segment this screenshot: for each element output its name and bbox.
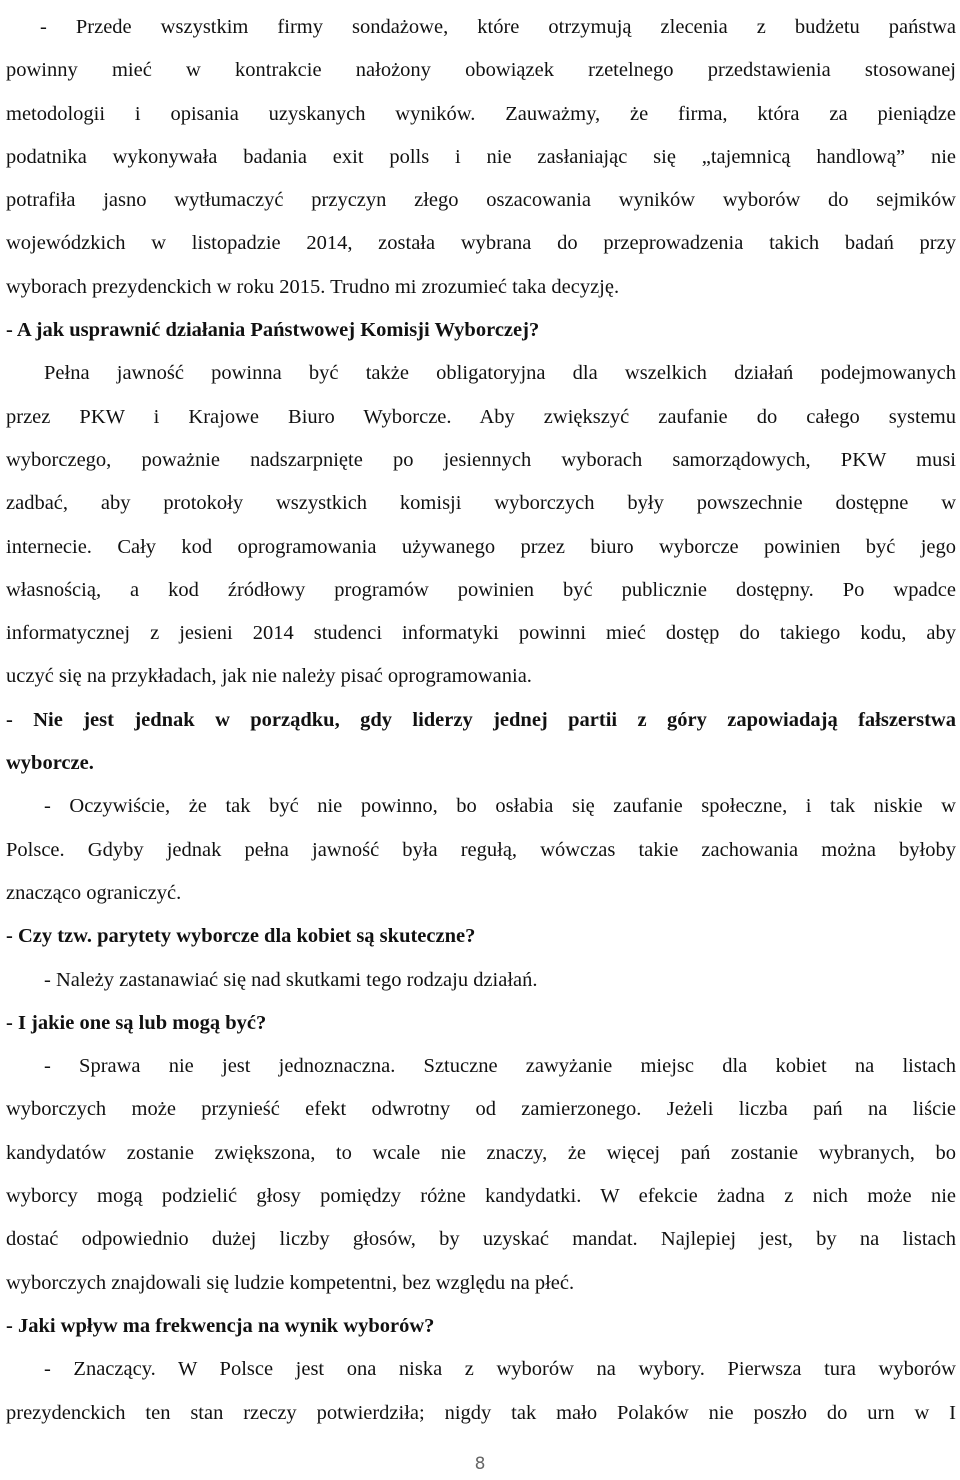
text-line: przez PKW i Krajowe Biuro Wyborcze. Aby zwiększyć zaufanie do całego systemu — [6, 405, 956, 428]
text-line: internecie. Cały kod oprogramowania używanego przez biuro wyborcze powinien być jego — [6, 535, 956, 558]
text-line: prezydenckich ten stan rzeczy potwierdziła; nigdy tak mało Polaków nie poszło do urn w I — [6, 1401, 956, 1424]
text-line: - Należy zastanawiać się nad skutkami tego rodzaju działań. — [44, 968, 538, 991]
text-line: wyborczego, poważnie nadszarpnięte po jesiennych wyborach samorządowych, PKW musi — [6, 448, 956, 471]
text-line: - Znaczący. W Polsce jest ona niska z wyborów na wybory. Pierwsza tura wyborów — [44, 1358, 956, 1381]
text-line: wyborach prezydenckich w roku 2015. Trudno mi zrozumieć taka decyzję. — [6, 275, 620, 298]
text-line: znacząco ograniczyć. — [6, 881, 182, 904]
text-line: Pełna jawność powinna być także obligatoryjna dla wszelkich działań podejmowanych — [44, 362, 956, 385]
text-line: wyborczych może przynieść efekt odwrotny od zamierzonego. Jeżeli liczba pań na liście — [6, 1098, 956, 1121]
text-line: powinny mieć w kontrakcie nałożony obowiązek rzetelnego przedstawienia stosowanej — [6, 59, 956, 82]
text-line: zadbać, aby protokoły wszystkich komisji wyborczych były powszechnie dostępne w — [6, 492, 956, 515]
text-line: - Oczywiście, że tak być nie powinno, bo osłabia się zaufanie społeczne, i tak niskie w — [44, 795, 956, 818]
text-line: własnością, a kod źródłowy programów powinien być publicznie dostępny. Po wpadce — [6, 578, 956, 601]
text-line: wyborcy mogą podzielić głosy pomiędzy różne kandydatki. W efekcie żadna z nich może nie — [6, 1185, 956, 1208]
text-line: informatycznej z jesieni 2014 studenci informatyki powinni mieć dostęp do takiego kodu, aby — [6, 622, 956, 645]
question-heading: - Czy tzw. parytety wyborcze dla kobiet są skuteczne? — [6, 925, 476, 948]
question-heading: - Nie jest jednak w porządku, gdy liderzy jednej partii z góry zapowiadają fałszerstwa — [6, 708, 956, 731]
text-line: - Sprawa nie jest jednoznaczna. Sztuczne zawyżanie miejsc dla kobiet na listach — [44, 1055, 956, 1078]
text-line: dostać odpowiednio dużej liczby głosów, by uzyskać mandat. Najlepiej jest, by na listach — [6, 1228, 956, 1251]
text-line: metodologii i opisania uzyskanych wyników. Zauważmy, że firma, która za pieniądze — [6, 102, 956, 125]
question-heading: - Jaki wpływ ma frekwencja na wynik wyborów? — [6, 1314, 435, 1337]
text-line: wojewódzkich w listopadzie 2014, została wybrana do przeprowadzenia takich badań przy — [6, 232, 956, 255]
text-line: kandydatów zostanie zwiększona, to wcale nie znaczy, że więcej pań zostanie wybranych, bo — [6, 1141, 956, 1164]
text-line: - Przede wszystkim firmy sondażowe, które otrzymują zlecenia z budżetu państwa — [40, 16, 956, 38]
text-line: uczyć się na przykładach, jak nie należy pisać oprogramowania. — [6, 665, 532, 688]
text-line: Polsce. Gdyby jednak pełna jawność była regułą, wówczas takie zachowania można byłoby — [6, 838, 956, 861]
text-line: podatnika wykonywała badania exit polls i nie zasłaniając się „tajemnicą handlową” nie — [6, 145, 956, 168]
text-line: potrafiła jasno wytłumaczyć przyczyn złego oszacowania wyników wyborów do sejmików — [6, 189, 956, 212]
text-line: wyborczych znajdowali się ludzie kompetentni, bez względu na płeć. — [6, 1271, 575, 1294]
question-heading: wyborcze. — [6, 752, 94, 775]
question-heading: - A jak usprawnić działania Państwowej Komisji Wyborczej? — [6, 319, 540, 342]
page-number: 8 — [474, 1454, 486, 1474]
body-text — [6, 12, 956, 1441]
question-heading: - I jakie one są lub mogą być? — [6, 1011, 267, 1034]
